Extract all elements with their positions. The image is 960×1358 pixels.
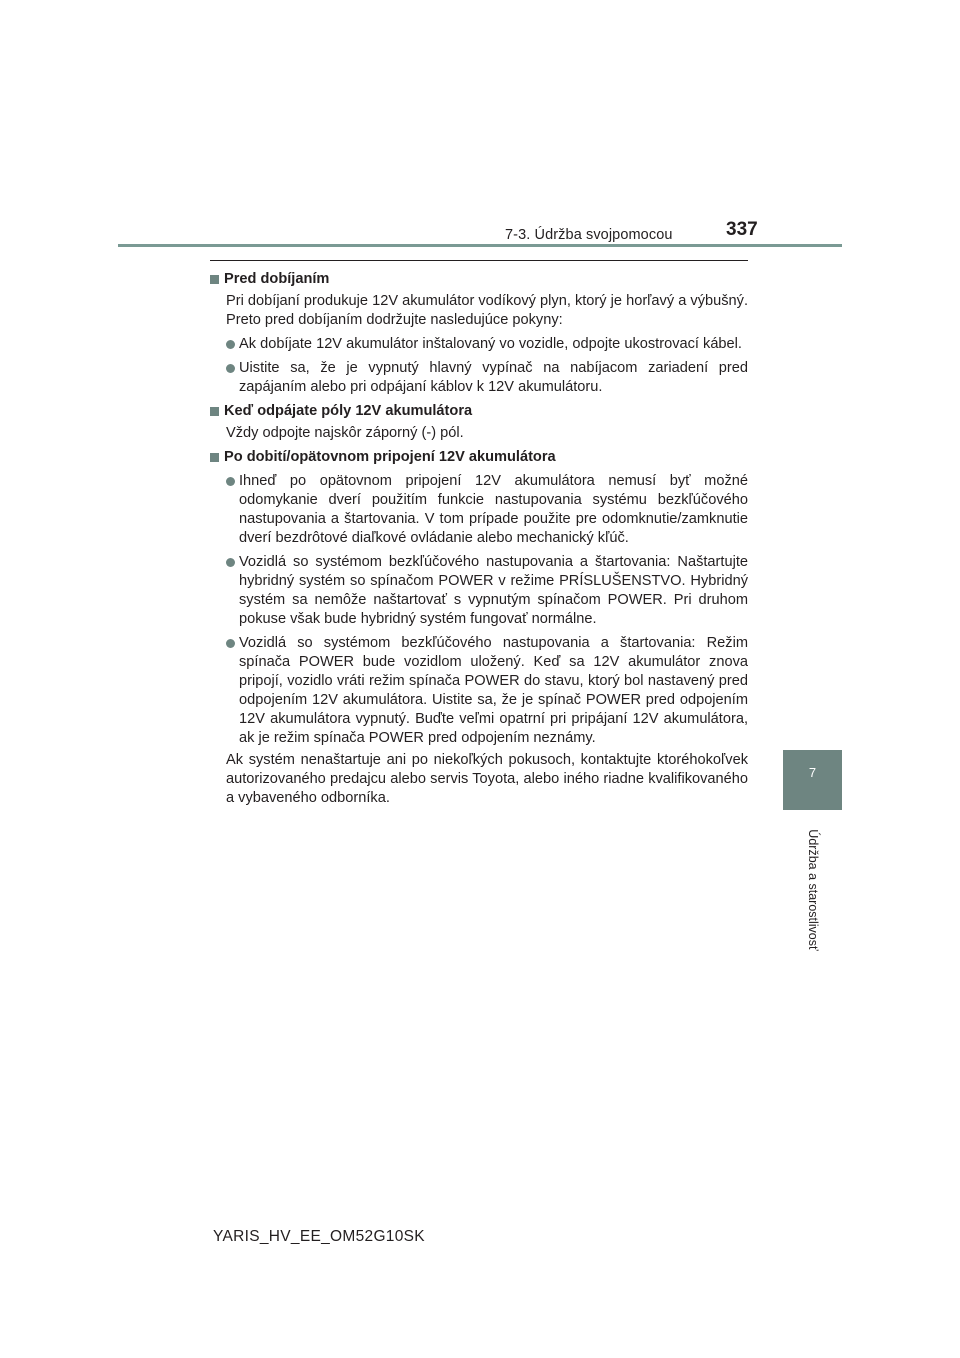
main-content: [210, 265, 748, 808]
heading-text: Pred dobíjaním: [224, 271, 330, 287]
list-item: [210, 359, 748, 397]
square-bullet-icon: [210, 275, 219, 284]
chapter-label: Údržba a starostlivosť: [806, 829, 820, 951]
chapter-number: 7: [808, 765, 817, 780]
circle-bullet-icon: [226, 340, 235, 349]
list-item: [210, 335, 748, 354]
list-item-text: Uistite sa, že je vypnutý hlavný vypínač na nabíjacom zariadení pred zapájaním alebo pri odpájaní káblov k 12V akumulátoru.: [239, 360, 748, 395]
content-top-rule: [210, 260, 748, 261]
list-item: [210, 553, 748, 629]
list-item-text: Vozidlá so systémom bezkľúčového nastupovania a štartovania: Naštartujte hybridný systém so spínačom POWER v režime PRÍSLUŠENSTVO. Hybridný systém sa nemôže naštartovať s vypnutým spínačom POWER. Pri druhom pokuse však bude hybridný systém fungovať normálne.: [239, 554, 748, 627]
list-item: [210, 472, 748, 548]
list-item-text: Ak dobíjate 12V akumulátor inštalovaný vo vozidle, odpojte ukostrovací kábel.: [239, 336, 742, 352]
circle-bullet-icon: [226, 558, 235, 567]
square-bullet-icon: [210, 453, 219, 462]
section-title: 7-3. Údržba svojpomocou: [505, 227, 673, 243]
list-item: [210, 634, 748, 748]
heading-text: Po dobití/opätovnom pripojení 12V akumulátora: [224, 449, 556, 465]
page-number: 337: [726, 219, 758, 240]
circle-bullet-icon: [226, 639, 235, 648]
heading-text: Keď odpájate póly 12V akumulátora: [224, 403, 473, 419]
paragraph: Ak systém nenaštartuje ani po niekoľkých pokusoch, kontaktujte ktoréhokoľvek autorizovaného predajcu alebo servis Toyota, alebo iného riadne kvalifikovaného a vybaveného odborníka.: [226, 752, 748, 806]
heading-disconnecting-poles: [210, 402, 748, 421]
list-item-text: Ihneď po opätovnom pripojení 12V akumulátora nemusí byť možné odomykanie dverí použitím funkcie nastupovania systému bezkľúčového nastupovania a štartovania. V tom prípade použite pre odomknutie/zamknutie dverí bezdrôtové diaľkové ovládanie alebo mechanický kľúč.: [239, 473, 748, 546]
square-bullet-icon: [210, 407, 219, 416]
heading-before-charging: [210, 270, 748, 289]
document-code: YARIS_HV_EE_OM52G10SK: [213, 1228, 425, 1245]
list-item-text: Vozidlá so systémom bezkľúčového nastupovania a štartovania: Režim spínača POWER bude vozidlom uložený. Keď sa 12V akumulátor znova pripojí, vozidlo vráti režim spínača POWER do stavu, ktorý bol nastavený pred odpojením 12V akumulátora. Uistite sa, že je spínač POWER pred odpojením 12V akumulátora vypnutý. Buďte veľmi opatrní pri pripájaní 12V akumulátora, ak je režim spínača POWER pred odpojením neznámy.: [239, 635, 748, 746]
circle-bullet-icon: [226, 364, 235, 373]
heading-after-recharging: [210, 448, 748, 467]
header-rule: [118, 244, 842, 247]
circle-bullet-icon: [226, 477, 235, 486]
paragraph: Vždy odpojte najskôr záporný (-) pól.: [226, 425, 464, 441]
paragraph: Pri dobíjaní produkuje 12V akumulátor vodíkový plyn, ktorý je horľavý a výbušný. Preto pred dobíjaním dodržujte nasledujúce pokyny:: [226, 293, 748, 328]
